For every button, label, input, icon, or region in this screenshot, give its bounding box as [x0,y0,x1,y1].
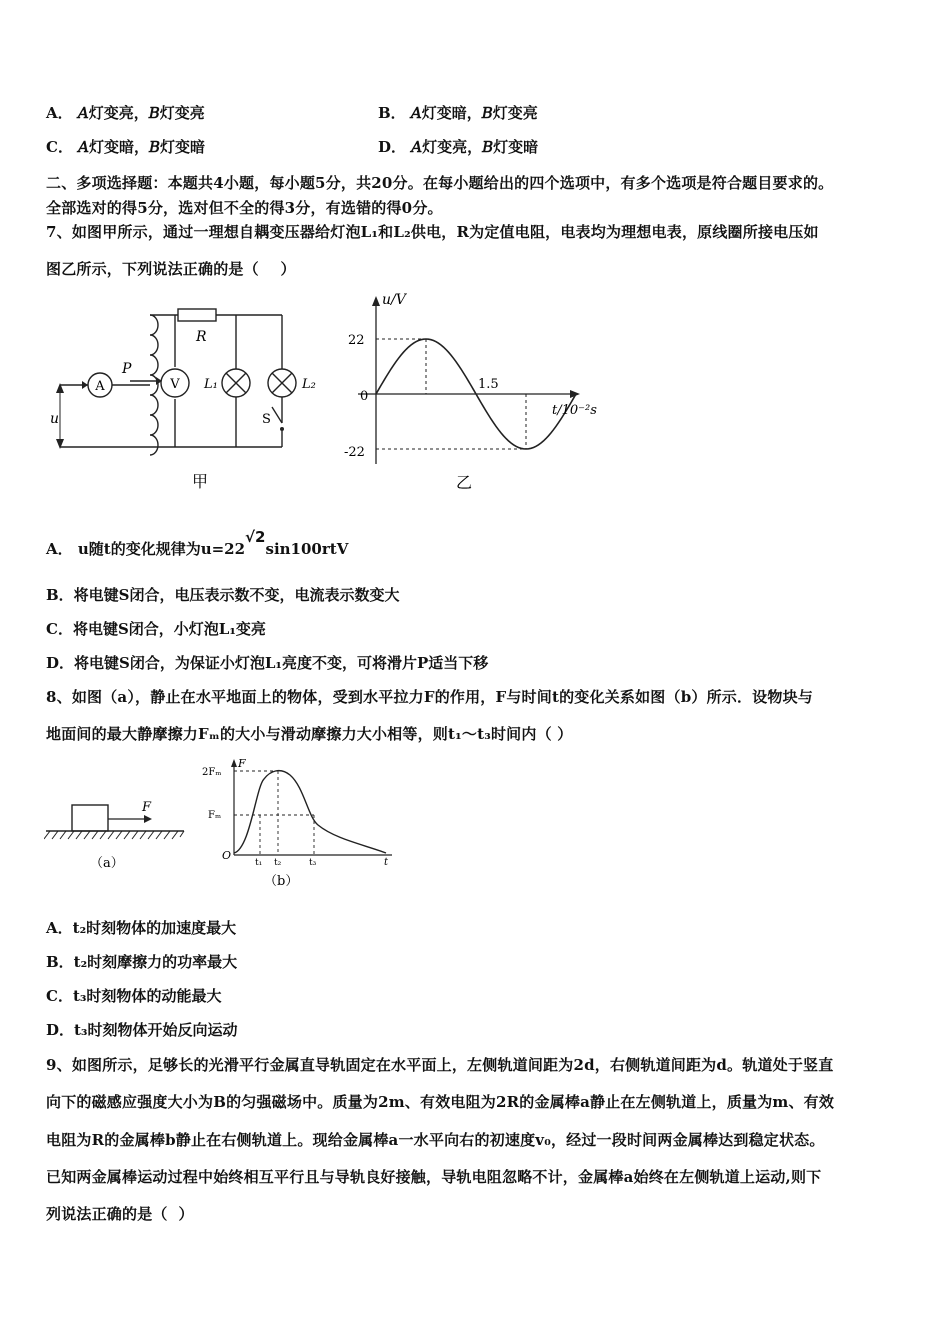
ammeter-label: A [95,379,105,394]
resistor-label: R [196,329,207,345]
prev-option-d: D． 𝐴灯变亮，𝐵灯变暗 [378,138,539,156]
q7-option-c: C．将电键S闭合，小灯泡L₁变亮 [46,620,266,638]
y-axis-label: u/V [382,292,406,308]
tick-t1: t₁ [255,858,263,868]
q8-option-d: D．t₃时刻物体开始反向运动 [46,1021,238,1039]
tick-ffm: Fₘ [208,810,222,821]
x-axis-label: t/10⁻²s [552,403,597,418]
tick-t2: t₂ [274,858,282,868]
q9-stem-line5: 列说法正确的是（ ） [46,1205,194,1223]
block-icon [72,805,108,831]
q9-stem-line1: 9、如图所示，足够长的光滑平行金属直导轨固定在水平面上，左侧轨道间距为2d，右侧轨道间距为d。轨道处于竖直 [46,1056,834,1074]
tick-negative: -22 [344,445,365,460]
q9-stem-line3: 电阻为R的金属棒b静止在右侧轨道上。现给金属棒a一水平向右的初速度v₀，经过一段时间两金属棒达到稳定状态。 [46,1131,825,1149]
input-voltage-label: u [50,411,60,427]
q9-stem-line2: 向下的磁感应强度大小为B的匀强磁场中。质量为2m、有效电阻为2R的金属棒a静止在左侧轨道上，质量为m、有效 [46,1093,835,1111]
prev-option-a: A． 𝐴灯变亮，𝐵灯变亮 [46,104,205,122]
q7-waveform-figure [338,292,618,497]
tick-t3: t₃ [309,858,317,868]
q9-stem-line4: 已知两金属棒运动过程中始终相互平行且与导轨良好接触，导轨电阻忽略不计，金属棒a始终在左侧轨道上运动,则下 [46,1168,822,1186]
prev-option-b: B． 𝐴灯变暗，𝐵灯变亮 [378,104,538,122]
q7-stem-line2: 图乙所示，下列说法正确的是（ ） [46,260,296,278]
q7-option-d: D．将电键S闭合，为保证小灯泡L₁亮度不变，可将滑片P适当下移 [46,654,489,672]
force-curve [234,771,386,853]
q8-stem-line2: 地面间的最大静摩擦力Fₘ的大小与滑动摩擦力大小相等，则t₁～t₃时间内（ ） [46,725,573,743]
q7-option-b: B．将电键S闭合，电压表示数不变，电流表示数变大 [46,586,400,604]
switch-label: S [262,412,271,427]
force-label: F [142,800,152,815]
origin-label: O [222,849,232,862]
q8-option-a: A．t₂时刻物体的加速度最大 [46,919,237,937]
figure-caption-a: （a） [90,856,124,871]
sqrt-symbol: √2 [245,528,266,546]
prev-option-c: C． 𝐴灯变暗，𝐵灯变暗 [46,138,206,156]
section2-line1: 二、多项选择题：本题共4小题，每小题5分，共20分。在每小题给出的四个选项中，有多个选项是符合题目要求的。 [46,174,834,192]
force-arrow-icon [144,815,152,823]
tick-zero: 0 [360,389,369,404]
tick-time: 1.5 [478,377,499,392]
tick-2ffm: 2Fₘ [202,767,222,778]
t-axis-label: t [384,857,389,868]
slider-label: P [122,361,132,377]
q7-circuit-figure [50,295,330,495]
tick-positive: 22 [348,333,365,348]
f-axis-label: F [238,757,246,770]
q8-option-b: B．t₂时刻摩擦力的功率最大 [46,953,238,971]
voltmeter-label: V [170,377,180,392]
figure-caption-jia: 甲 [192,472,209,491]
q8-stem-line1: 8、如图（a），静止在水平地面上的物体，受到水平拉力F的作用，F与时间t的变化关系如图（b）所示．设物块与 [46,688,813,706]
q8-force-graph [200,757,400,892]
l1-label: L₁ [204,377,218,392]
l2-label: L₂ [302,377,316,392]
q7-stem-line1: 7、如图甲所示，通过一理想自耦变压器给灯泡L₁和L₂供电，R为定值电阻，电表均为理想电表，原线圈所接电压如 [46,223,819,241]
section2-line2: 全部选对的得5分，选对但不全的得3分，有选错的得0分。 [46,199,443,217]
figure-caption-yi: 乙 [456,473,473,492]
q7-option-a: A． u随t的变化规律为u=22√2sin100rtV [46,528,349,558]
q8-block-figure [44,795,194,875]
figure-caption-b: （b） [264,874,299,889]
q8-option-c: C．t₃时刻物体的动能最大 [46,987,222,1005]
